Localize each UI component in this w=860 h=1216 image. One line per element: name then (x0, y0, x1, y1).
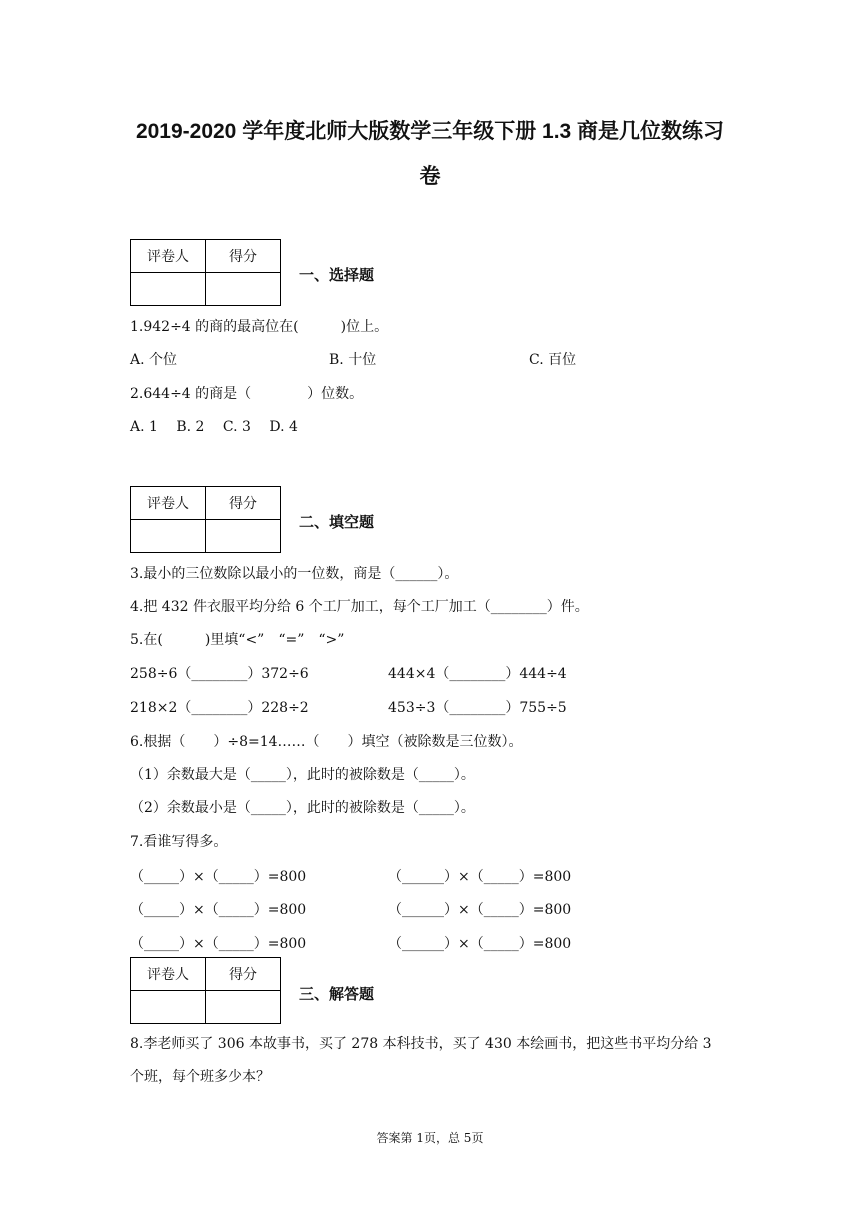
q5-row2-right: 453÷3（________）755÷5 (388, 700, 567, 716)
q7-left-row2: （_____）×（_____）=800 (130, 902, 307, 918)
score-table-header-grader: 评卷人 (131, 240, 206, 273)
score-table-cell[interactable] (131, 991, 206, 1024)
question-8-line2: 个班，每个班多少本？ (130, 1069, 270, 1085)
question-4: 4.把 432 件衣服平均分给 6 个工厂加工，每个工厂加工（________）件。 (130, 599, 589, 615)
score-table-header-grader: 评卷人 (131, 958, 206, 991)
q7-left-row3: （_____）×（_____）=800 (130, 936, 307, 952)
q6-part2: （2）余数最小是（_____），此时的被除数是（_____）。 (130, 800, 475, 816)
score-table-header-score: 得分 (206, 958, 281, 991)
question-8-line1: 8.李老师买了 306 本故事书，买了 278 本科技书，买了 430 本绘画书，把这些书平均分给 3 (130, 1036, 712, 1052)
question-7: 7.看谁写得多。 (130, 834, 228, 850)
question-3: 3.最小的三位数除以最小的一位数，商是（______）。 (130, 566, 459, 582)
question-1: 1.942÷4 的商的最高位在( )位上。 (130, 319, 389, 335)
question-5: 5.在( )里填“<” “=” “>” (130, 632, 345, 648)
q6-part1: （1）余数最大是（_____），此时的被除数是（_____）。 (130, 767, 475, 783)
section-heading-choice: 一、选择题 (299, 267, 375, 284)
score-table-1 (130, 239, 281, 306)
score-table-header-grader: 评卷人 (131, 487, 206, 520)
q5-row1-right: 444×4（________）444÷4 (388, 666, 567, 682)
section-heading-fill: 二、填空题 (299, 514, 375, 531)
q5-row1-left: 258÷6（________）372÷6 (130, 666, 309, 682)
q7-right-row2: （______）×（_____）=800 (388, 902, 572, 918)
score-table-header-score: 得分 (206, 487, 281, 520)
score-table-cell[interactable] (131, 520, 206, 553)
section-heading-solve: 三、解答题 (299, 986, 375, 1003)
page-footer: 答案第 1页，总 5页 (376, 1131, 484, 1145)
question-6: 6.根据（ ）÷8=14……（ ）填空（被除数是三位数）。 (130, 734, 523, 750)
score-table-3 (130, 957, 281, 1024)
q1-option-a[interactable]: A. 个位 (130, 352, 178, 368)
q2-options[interactable]: A. 1 B. 2 C. 3 D. 4 (130, 419, 298, 435)
page-title-line2: 卷 (419, 165, 441, 188)
score-table-cell[interactable] (206, 273, 281, 306)
score-table-header-score: 得分 (206, 240, 281, 273)
score-table-cell[interactable] (131, 273, 206, 306)
question-2: 2.644÷4 的商是（ ）位数。 (130, 386, 364, 402)
score-table-cell[interactable] (206, 991, 281, 1024)
score-table-2 (130, 486, 281, 553)
q7-left-row1: （_____）×（_____）=800 (130, 869, 307, 885)
q5-row2-left: 218×2（________）228÷2 (130, 700, 309, 716)
q1-option-b[interactable]: B. 十位 (329, 352, 377, 368)
score-table-cell[interactable] (206, 520, 281, 553)
q7-right-row1: （______）×（_____）=800 (388, 869, 572, 885)
q1-option-c[interactable]: C. 百位 (529, 352, 577, 368)
page-title-line1: 2019-2020 学年度北师大版数学三年级下册 1.3 商是几位数练习 (135, 120, 725, 143)
q7-right-row3: （______）×（_____）=800 (388, 936, 572, 952)
